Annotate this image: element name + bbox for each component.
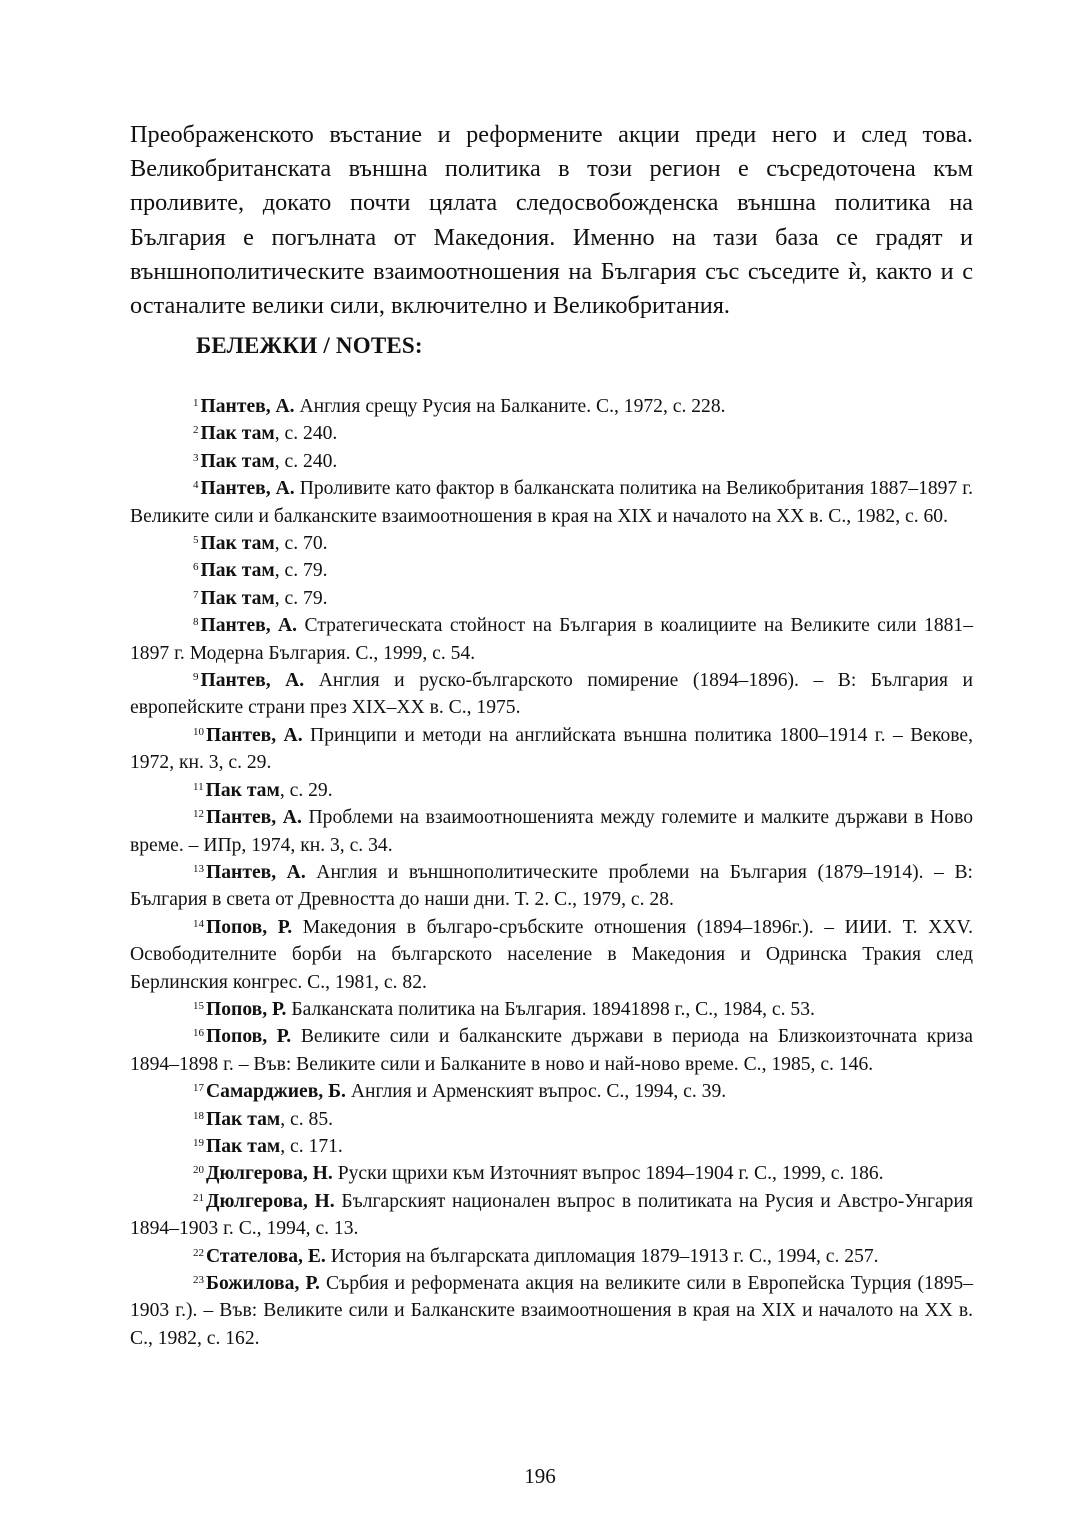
footnote-text: Англия срещу Русия на Балканите. С., 1972, с. 228.	[294, 396, 726, 417]
footnote-author: Пак там	[200, 533, 275, 555]
footnote-author: Пантев, А.	[206, 724, 303, 746]
footnote-text: Проблеми на взаимоотношенията между големите и малките държави в Ново време. – ИПр, 1974, кн. 3, с. 34.	[130, 807, 973, 856]
notes-heading: БЕЛЕЖКИ / NOTES:	[196, 333, 423, 358]
footnote-text: Англия и Арменският въпрос. С., 1994, с. 39.	[345, 1081, 727, 1103]
footnote	[130, 475, 973, 530]
footnote-number: 10	[193, 725, 204, 738]
footnote-text: , с. 171.	[280, 1135, 343, 1157]
footnote-number: 16	[193, 1027, 204, 1040]
footnote-author: Пантев, А.	[200, 615, 298, 637]
footnote-text: Македония в българо-сръбските отношения (1894–1896г.). – ИИИ. Т. XXV. Освободителните борби на българското население в Македония и Одринска Тракия след Берлинския конгрес. С., 1981, с. 82.	[130, 916, 973, 993]
footnote	[130, 612, 973, 667]
footnote	[130, 420, 973, 447]
footnote	[130, 667, 973, 722]
footnote	[130, 1106, 973, 1133]
footnote-text: Принципи и методи на английската външна политика 1800–1914 г. – Векове, 1972, кн. 3, с. 29.	[130, 724, 974, 774]
footnote-number: 6	[193, 561, 199, 574]
footnote	[130, 1188, 973, 1243]
footnote-author: Пак там	[200, 423, 275, 445]
footnote-text: Българският национален въпрос в политиката на Русия и Австро-Унгария 1894–1903 г. С., 1994, с. 13.	[130, 1190, 973, 1240]
footnote-author: Пантев, А.	[200, 478, 295, 500]
footnote	[130, 722, 973, 777]
footnote	[130, 393, 973, 420]
footnote-text: Руски щрихи към Източният въпрос 1894–1904 г. С., 1999, с. 186.	[332, 1163, 884, 1185]
footnote-number: 8	[193, 616, 199, 629]
footnote-author: Пак там	[206, 1108, 281, 1130]
footnote	[130, 914, 973, 996]
footnote	[130, 448, 973, 475]
footnote	[130, 1023, 973, 1078]
footnote	[130, 859, 973, 914]
footnote-text: Англия и руско-българското помирение (1894–1896). – В: България и европейските страни през XIX–XX в. С., 1975.	[130, 670, 974, 719]
footnote-text: Балканската политика на България. 18941898 г., С., 1984, с. 53.	[286, 998, 815, 1020]
footnote-author: Попов, Р.	[206, 916, 293, 938]
footnote	[130, 777, 973, 804]
notes-list	[130, 393, 973, 1352]
footnote-number: 17	[193, 1082, 204, 1095]
footnote-text: Англия и външнополитическите проблеми на България (1879–1914). – В: България в света от Древността до наши дни. Т. 2. С., 1979, с. 28.	[130, 861, 973, 911]
footnote-author: Пак там	[206, 1135, 281, 1157]
footnote-author: Дюлгерова, Н.	[206, 1190, 335, 1212]
footnote-number: 12	[193, 808, 204, 821]
footnote-author: Пак там	[200, 560, 275, 582]
footnote	[130, 557, 973, 584]
footnote	[130, 1160, 973, 1187]
footnote	[130, 585, 973, 612]
footnote-text: Сърбия и реформената акция на великите сили в Европейска Турция (1895–1903 г.). – Във: Великите сили и Балканските взаимоотношения в края на XIX и началото на XX в. С., 1982, с. 162.	[130, 1273, 974, 1349]
footnote-number: 5	[193, 534, 199, 547]
footnote-number: 22	[193, 1246, 204, 1259]
footnote-number: 11	[193, 780, 204, 793]
footnote	[130, 996, 973, 1023]
footnote	[130, 1270, 973, 1352]
footnote	[130, 1243, 973, 1270]
footnote	[130, 804, 973, 859]
footnote-author: Пантев, А.	[200, 670, 305, 692]
footnote-text: , с. 29.	[279, 779, 333, 801]
footnote-author: Самарджиев, Б.	[206, 1081, 346, 1103]
footnote-author: Пак там	[200, 587, 275, 609]
footnote-text: , с. 240.	[274, 423, 338, 445]
footnote-number: 21	[193, 1191, 204, 1204]
footnote-text: Стратегическата стойност на България в коалициите на Великите сили 1881–1897 г. Модерна България. С., 1999, с. 54.	[130, 615, 974, 664]
footnote	[130, 1133, 973, 1160]
footnote-number: 4	[193, 479, 199, 492]
footnote-text: , с. 70.	[274, 533, 328, 555]
footnote-text: , с. 79.	[274, 560, 328, 582]
page-number: 196	[524, 1464, 556, 1488]
footnote-author: Дюлгерова, Н.	[206, 1163, 333, 1185]
footnote-author: Пак там	[205, 779, 280, 801]
footnote-number: 13	[193, 862, 204, 875]
footnote-text: История на българската дипломация 1879–1913 г. С., 1994, с. 257.	[325, 1245, 879, 1267]
footnote-text: Проливите като фактор в балканската политика на Великобритания 1887–1897 г. Великите сили и балканските взаимоотношения в края на XIX и началото на XX в. С., 1982, с. 60.	[130, 478, 974, 527]
footnote-number: 2	[193, 424, 199, 437]
body-paragraph: Преображенското въстание и реформените акции преди него и след това. Великобританската външна политика в този регион е съсредоточена към проливите, докато почти цялата следосвобожденска външна политика на България е погълната от Македония. Именно на тази база се градят и външнополитическите взаимоотношения на България със съседите ѝ, както и с останалите велики сили, включително и Великобритания.	[130, 121, 973, 320]
footnote-text: Великите сили и балканските държави в периода на Близкоизточната криза 1894–1898 г. – Във: Великите сили и Балканите в ново и най-ново време. С., 1985, с. 146.	[130, 1026, 973, 1075]
footnote-author: Пантев, А.	[206, 861, 306, 883]
footnote-number: 18	[193, 1109, 204, 1122]
footnote-number: 20	[193, 1164, 204, 1177]
footnote-number: 7	[193, 588, 199, 601]
footnote-author: Божилова, Р.	[206, 1273, 320, 1294]
footnote-text: , с. 79.	[274, 587, 328, 609]
footnote-text: , с. 240.	[274, 450, 338, 472]
footnote-number: 3	[193, 451, 199, 464]
footnote-author: Пантев, А.	[206, 807, 302, 829]
footnote-number: 15	[193, 999, 204, 1012]
footnote-text: , с. 85.	[280, 1108, 334, 1130]
footnote-author: Стателова, Е.	[206, 1245, 326, 1267]
footnote-author: Попов, Р.	[206, 998, 287, 1020]
footnote-author: Пантев, А.	[200, 396, 295, 417]
footnote-number: 1	[193, 397, 199, 409]
footnote-number: 23	[193, 1274, 204, 1286]
footnote-author: Попов, Р.	[206, 1026, 292, 1048]
footnote-number: 14	[193, 917, 204, 930]
footnote	[130, 530, 973, 557]
footnote-author: Пак там	[200, 450, 275, 472]
footnote-number: 19	[193, 1136, 204, 1149]
footnote-number: 9	[193, 671, 199, 684]
footnote	[130, 1078, 973, 1105]
